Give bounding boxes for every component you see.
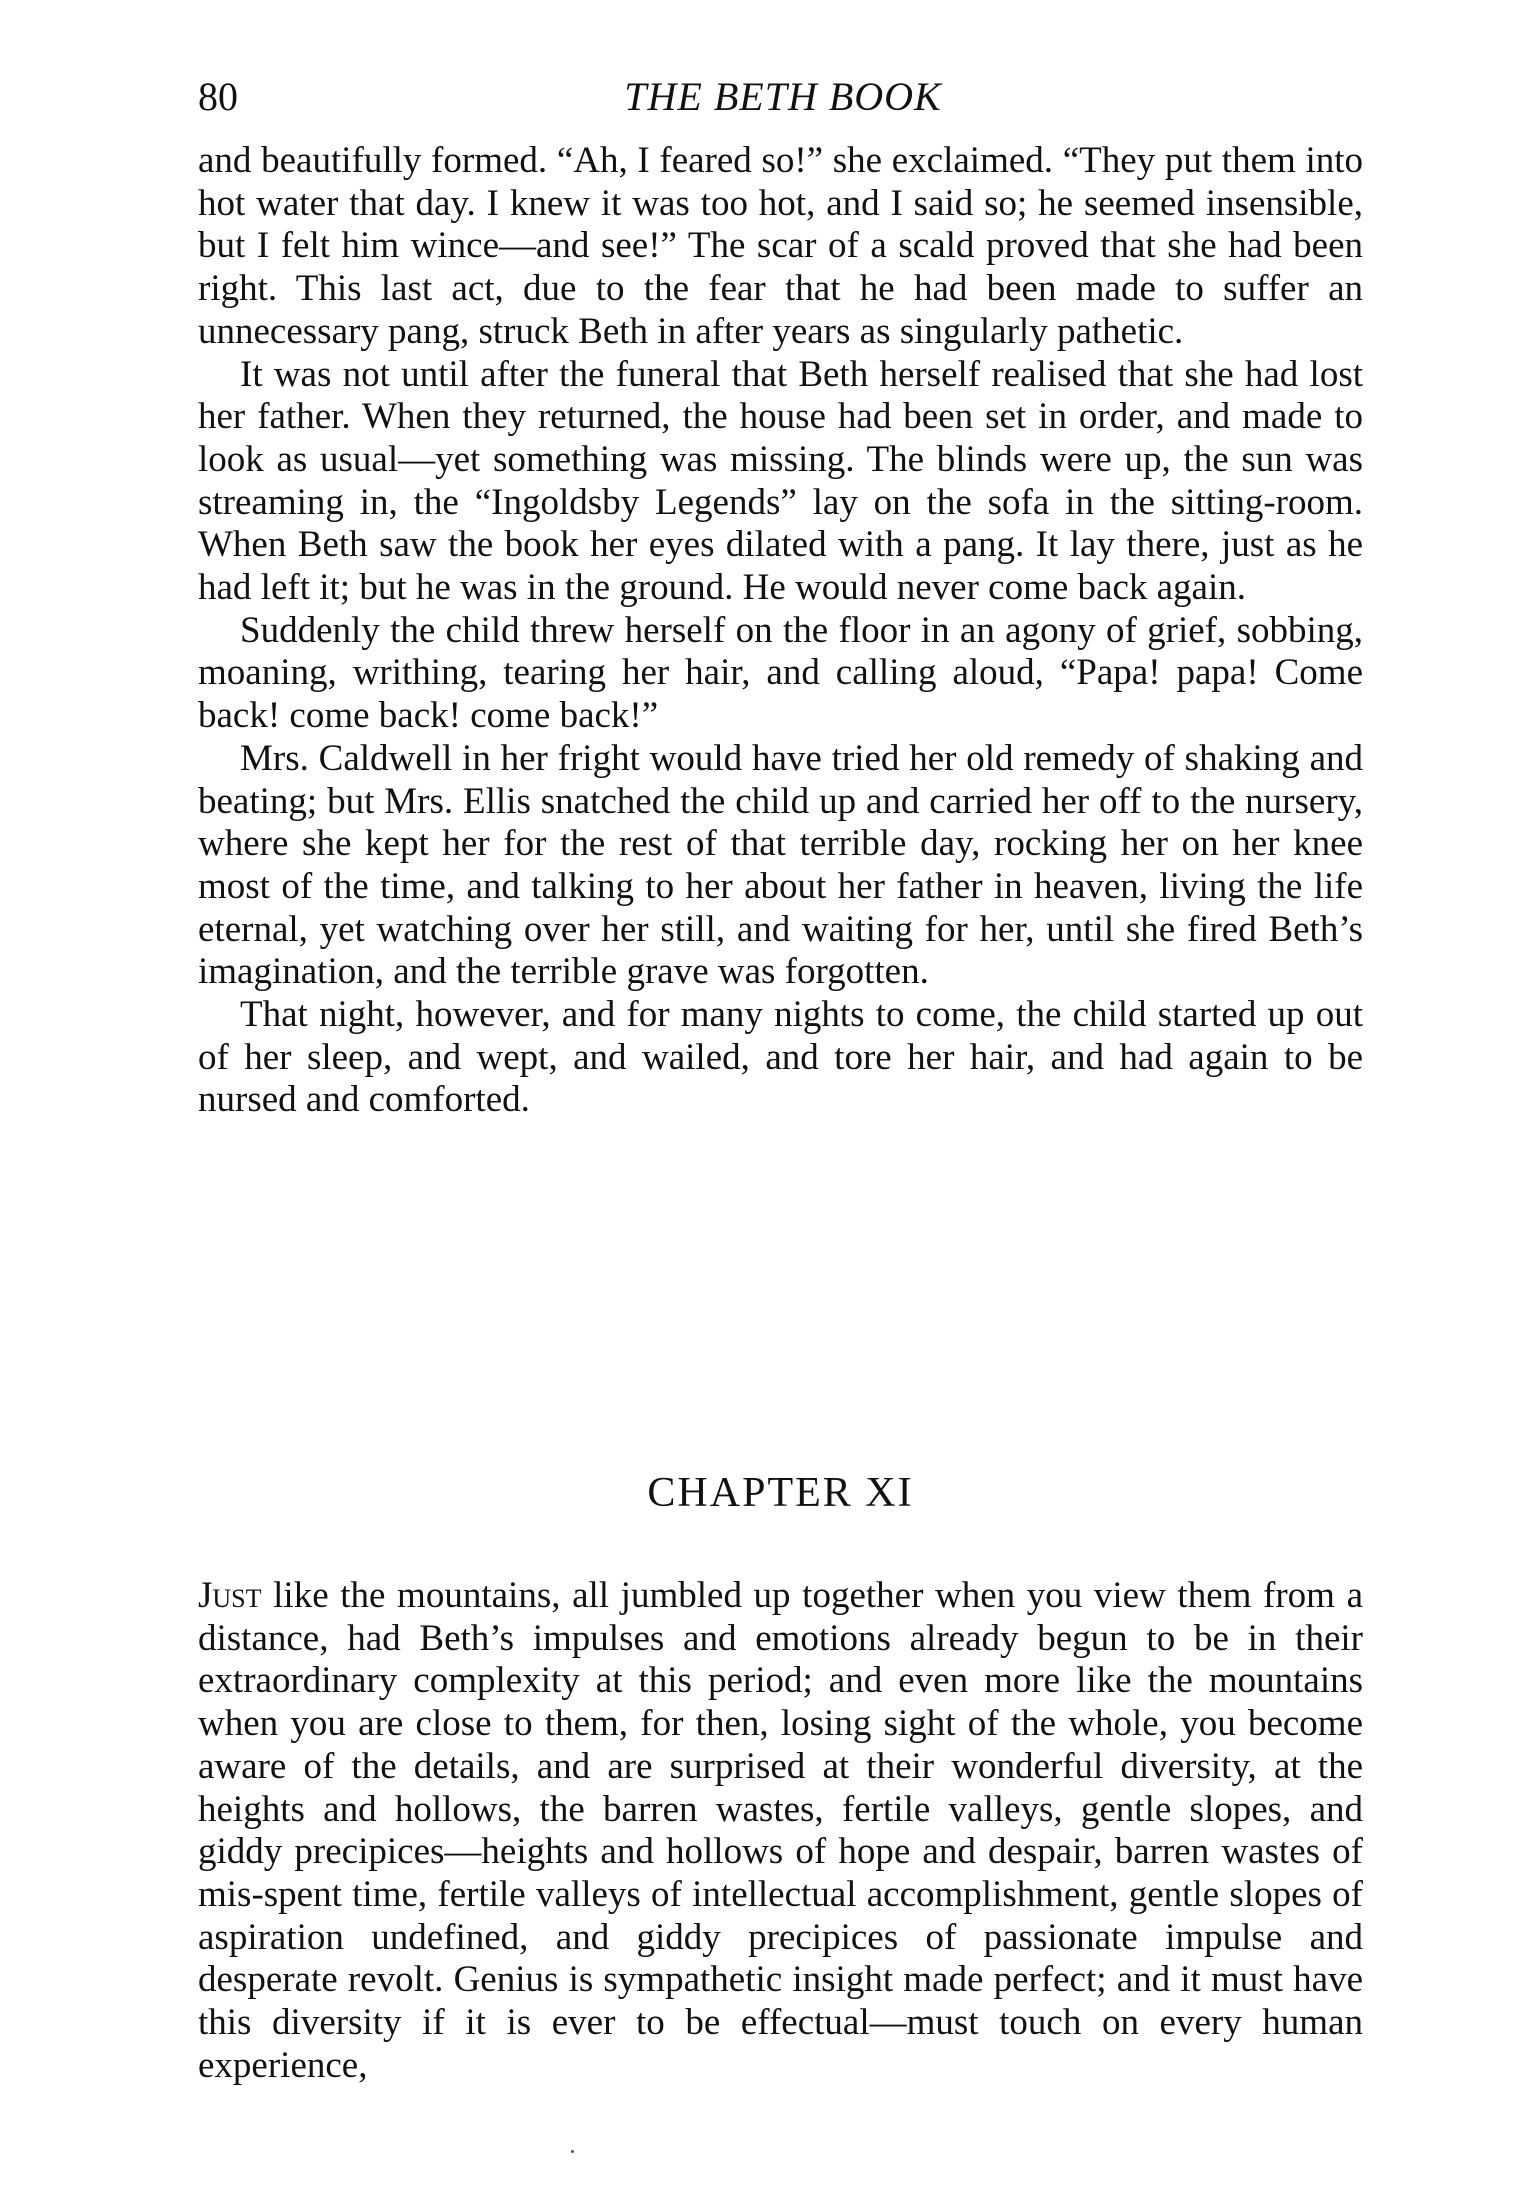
paragraph: Mrs. Caldwell in her fright would have tried her old remedy of shaking and beating; but Mrs. Ellis snatched the child up and carried her off to the nursery, where she kept her for the rest of that terrible day, rocking her on her knee most of the time, and talking to her about her father in heaven, living the life eternal, yet watching over her still, and waiting for her, until she fired Beth’s imagination, and the terrible grave was forgotten. bbox=[198, 737, 1363, 993]
running-title: THE BETH BOOK bbox=[624, 74, 942, 119]
previous-chapter-ending bbox=[198, 140, 1363, 1122]
opening-word: Just bbox=[198, 1575, 262, 1616]
page-speck bbox=[571, 2150, 574, 2153]
paragraph: It was not until after the funeral that Beth herself realised that she had lost her father. When they returned, the house had been set in order, and made to look as usual—yet something was missing. The blinds were up, the sun was streaming in, the “Ingoldsby Legends” lay on the sofa in the sitting-room. When Beth saw the book her eyes dilated with a pang. It lay there, just as he had left it; but he was in the ground. He would never come back again. bbox=[198, 353, 1363, 609]
page-number: 80 bbox=[198, 74, 238, 119]
page-header bbox=[198, 68, 1368, 126]
paragraph: That night, however, and for many nights to come, the child started up out of her sleep, and wept, and wailed, and tore her hair, and had again to be nursed and comforted. bbox=[198, 994, 1363, 1121]
paragraph-continuation: and beautifully formed. “Ah, I feared so!” she exclaimed. “They put them into hot water that day. I knew it was too hot, and I said so; he seemed insensible, but I felt him wince—and see!” The scar of a scald proved that she had been right. This last act, due to the fear that he had been made to suffer an unnecessary pang, struck Beth in after years as singularly pathetic. bbox=[198, 140, 1363, 352]
paragraph: Suddenly the child threw herself on the floor in an agony of grief, sobbing, moaning, writhing, tearing her hair, and calling aloud, “Papa! papa! Come back! come back! come back!” bbox=[198, 609, 1363, 737]
opening-paragraph-text: like the mountains, all jumbled up together when you view them from a distance, had Beth’s impulses and emotions already begun to be in their extraordinary complexity at this period; and even more like the mountains when you are close to them, for then, losing sight of the whole, you become aware of the details, and are surprised at their wonderful diversity, at the heights and hollows, the barren wastes, fertile valleys, gentle slopes, and giddy precipices—heights and hollows of hope and despair, barren wastes of mis-spent time, fertile valleys of intellectual accomplishment, gentle slopes of aspiration undefined, and giddy precipices of passionate impulse and desperate revolt. Genius is sympathetic insight made perfect; and it must have this diversity if it is ever to be effectual—must touch on every human experience, bbox=[198, 1575, 1363, 2086]
chapter-body bbox=[198, 1575, 1363, 2087]
chapter-opening-paragraph bbox=[198, 1575, 1363, 2087]
chapter-heading: CHAPTER XI bbox=[647, 1470, 914, 1516]
